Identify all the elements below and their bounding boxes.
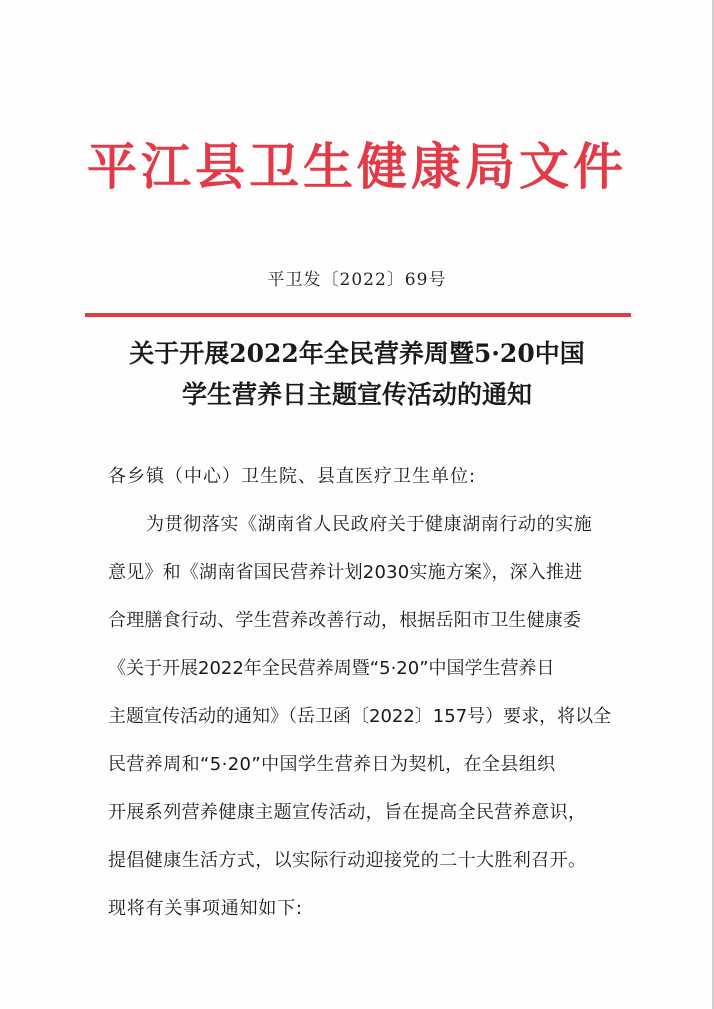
body-line-6: 民营养周和“5·20”中国学生营养日为契机，在全县组织	[108, 754, 556, 775]
body-line-4: 《关于开展2022年全民营养周暨“5·20”中国学生营养日	[108, 658, 555, 679]
body-line-7: 开展系列营养健康主题宣传活动，旨在提高全民营养意识，	[108, 802, 587, 823]
addressee: 各乡镇（中心）卫生院、县直医疗卫生单位:	[108, 466, 477, 487]
red-separator-line	[85, 313, 631, 317]
body-line-8: 提倡健康生活方式，以实际行动迎接党的二十大胜利召开。	[108, 850, 587, 871]
body-line-2: 意见》和《湖南省国民营养计划2030实施方案》，深入推进	[108, 562, 583, 583]
issuing-authority-header: 平江县卫生健康局文件	[87, 137, 627, 196]
body-line-9: 现将有关事项通知如下:	[108, 898, 303, 919]
body-line-3: 合理膳食行动、学生营养改善行动，根据岳阳市卫生健康委	[108, 610, 582, 631]
notice-title-line-1: 关于开展2022年全民营养周暨5·20中国	[129, 339, 585, 368]
document-number: 平卫发〔2022〕69号	[267, 270, 447, 290]
body-line-1: 为贯彻落实《湖南省人民政府关于健康湖南行动的实施	[146, 514, 593, 535]
notice-title-line-2: 学生营养日主题宣传活动的通知	[181, 380, 532, 409]
body-line-5: 主题宣传活动的通知》（岳卫函〔2022〕157号）要求，将以全	[108, 706, 612, 727]
